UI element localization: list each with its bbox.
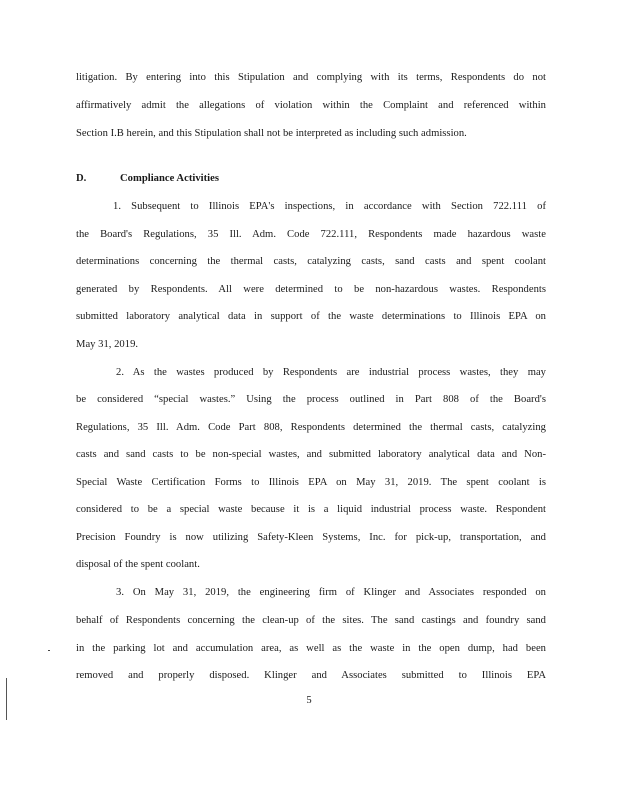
paragraph-1-line: generated by Respondents. All were determined to be non-hazardous wastes. Respondents: [76, 284, 546, 295]
paragraph-2-line: Precision Foundry is now utilizing Safety-Kleen Systems, Inc. for pick-up, transportation, and: [76, 532, 546, 543]
text-line: Section I.B herein, and this Stipulation shall not be interpreted as including such admission.: [76, 128, 467, 139]
paragraph-2-line: Regulations, 35 Ill. Adm. Code Part 808, Respondents determined the thermal casts, catalyzing: [76, 422, 546, 433]
paragraph-3-line: removed and properly disposed. Klinger and Associates submitted to Illinois EPA: [76, 670, 546, 681]
paragraph-1-line: submitted laboratory analytical data in support of the waste determinations to Illinois EPA on: [76, 311, 546, 322]
paragraph-2-line: casts and sand casts to be non-special wastes, and submitted laboratory analytical data and Non-: [76, 449, 546, 460]
paragraph-1-line: 1. Subsequent to Illinois EPA's inspections, in accordance with Section 722.111 of: [113, 201, 546, 212]
paragraph-2-line: be considered “special wastes.” Using the process outlined in Part 808 of the Board's: [76, 394, 546, 405]
scan-margin-mark: [6, 678, 7, 720]
section-letter: D.: [76, 173, 87, 184]
paragraph-3-line: behalf of Respondents concerning the clean-up of the sites. The sand castings and foundry sand: [76, 615, 546, 626]
paragraph-2-line: disposal of the spent coolant.: [76, 559, 200, 570]
paragraph-2-line: considered to be a special waste because it is a liquid industrial process waste. Respondent: [76, 504, 546, 515]
paragraph-1-line: May 31, 2019.: [76, 339, 139, 350]
text-line: affirmatively admit the allegations of violation within the Complaint and referenced within: [76, 100, 546, 111]
paragraph-1-line: the Board's Regulations, 35 Ill. Adm. Code 722.111, Respondents made hazardous waste: [76, 229, 546, 240]
scan-speck: [48, 650, 50, 651]
section-heading: [76, 172, 546, 186]
text-line: litigation. By entering into this Stipulation and complying with its terms, Respondents do not: [76, 72, 546, 83]
paragraph-1-line: determinations concerning the thermal casts, catalyzing casts, sand casts and spent coolant: [76, 256, 546, 267]
paragraph-2-line: Special Waste Certification Forms to Illinois EPA on May 31, 2019. The spent coolant is: [76, 477, 546, 488]
page-number: 5: [306, 695, 312, 706]
paragraph-3-line: 3. On May 31, 2019, the engineering firm of Klinger and Associates responded on: [116, 587, 546, 598]
paragraph-3-line: in the parking lot and accumulation area, as well as the waste in the open dump, had been: [76, 643, 546, 654]
section-title: Compliance Activities: [120, 173, 219, 184]
paragraph-2-line: 2. As the wastes produced by Respondents are industrial process wastes, they may: [116, 367, 546, 378]
